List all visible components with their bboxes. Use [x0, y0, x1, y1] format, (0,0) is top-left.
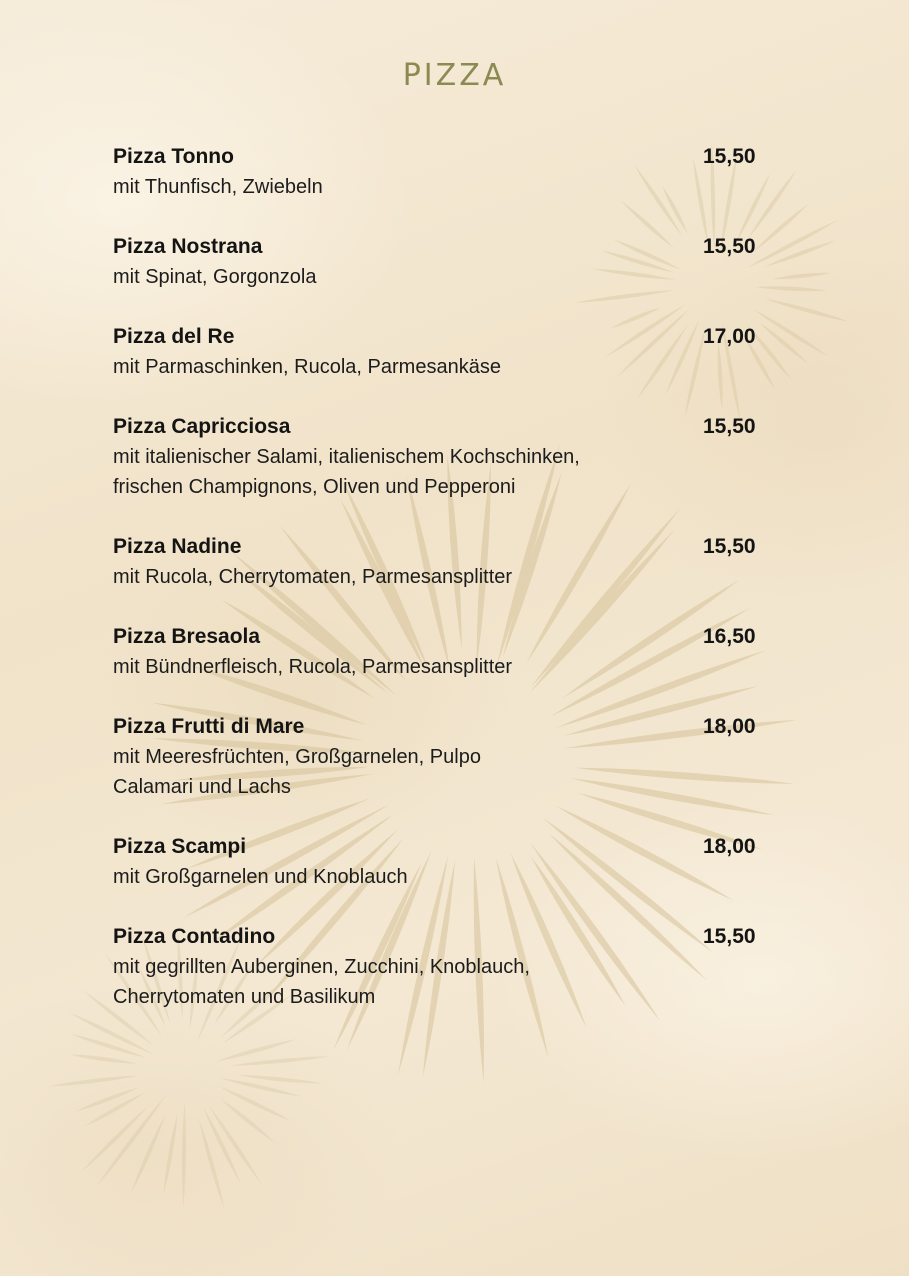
- item-description: mit Spinat, Gorgonzola: [113, 266, 317, 288]
- item-description: mit gegrillten Auberginen, Zucchini, Knoblauch, Cherrytomaten und Basilikum: [113, 956, 530, 1008]
- item-name: Pizza Frutti di Mare: [113, 715, 305, 738]
- leaf-ornament: [231, 1056, 331, 1065]
- menu-item: [113, 832, 763, 892]
- leaf-ornament: [69, 1054, 137, 1063]
- item-name: Pizza Scampi: [113, 835, 247, 858]
- leaf-ornament: [182, 1101, 186, 1207]
- leaf-ornament: [765, 299, 850, 322]
- item-name: Pizza Tonno: [113, 145, 234, 168]
- item-price: 15,50: [703, 535, 756, 558]
- item-description: mit Thunfisch, Zwiebeln: [113, 176, 323, 198]
- menu-item: [113, 922, 763, 1012]
- item-price: 15,50: [703, 925, 756, 948]
- item-price: 18,00: [703, 715, 756, 738]
- page-title: PIZZA: [402, 58, 507, 93]
- menu-item: [113, 622, 763, 682]
- item-description: mit Großgarnelen und Knoblauch: [113, 866, 408, 888]
- item-price: 18,00: [703, 835, 756, 858]
- leaf-ornament: [216, 1039, 296, 1061]
- leaf-ornament: [164, 1113, 178, 1195]
- item-price: 15,50: [703, 415, 756, 438]
- item-name: Pizza Nadine: [113, 535, 242, 558]
- menu-item: [113, 142, 763, 202]
- leaf-ornament: [772, 273, 831, 279]
- item-description: mit italienischer Salami, italienischem Kochschinken, frischen Champignons, Oliven und Pepperoni: [113, 446, 580, 498]
- item-name: Pizza Nostrana: [113, 235, 263, 258]
- item-description: mit Bündnerfleisch, Rucola, Parmesansplitter: [113, 656, 513, 678]
- menu-item: [113, 532, 763, 592]
- item-name: Pizza Contadino: [113, 925, 276, 948]
- item-description: mit Meeresfrüchten, Großgarnelen, Pulpo Calamari und Lachs: [113, 746, 481, 798]
- item-name: Pizza del Re: [113, 325, 235, 348]
- item-price: 15,50: [703, 145, 756, 168]
- leaf-ornament: [755, 286, 827, 291]
- menu-item: [113, 412, 763, 502]
- item-price: 16,50: [703, 625, 756, 648]
- leaf-ornament: [199, 1118, 225, 1209]
- item-description: mit Parmaschinken, Rucola, Parmesankäse: [113, 356, 501, 378]
- leaf-ornament: [237, 1075, 322, 1083]
- leaf-ornament: [48, 1076, 139, 1087]
- item-description: mit Rucola, Cherrytomaten, Parmesansplitter: [113, 566, 513, 588]
- item-name: Pizza Capricciosa: [113, 415, 291, 438]
- menu-item: [113, 232, 763, 292]
- menu-item: [113, 712, 763, 802]
- item-name: Pizza Bresaola: [113, 625, 261, 648]
- menu-item: [113, 322, 763, 382]
- item-price: 17,00: [703, 325, 756, 348]
- item-price: 15,50: [703, 235, 756, 258]
- leaf-ornament: [131, 1114, 166, 1194]
- menu-list: [113, 142, 763, 1042]
